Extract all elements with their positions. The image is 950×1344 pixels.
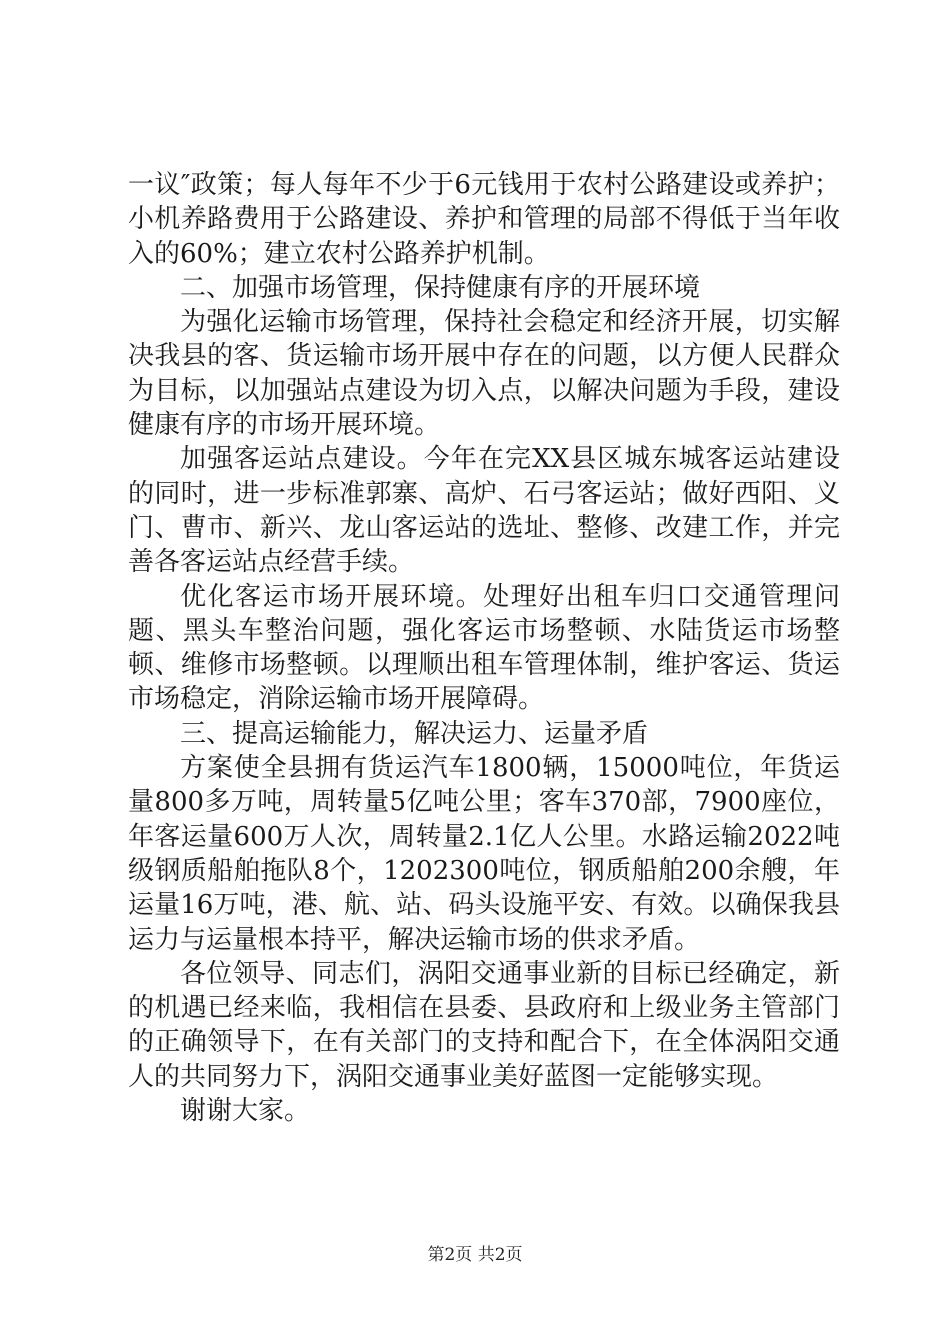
paragraph-transport-capacity: 方案使全县拥有货运汽车1800辆，15000吨位，年货运量800多万吨，周转量5亿吨公里；客车370部，7900座位，年客运量600万人次，周转量2.1亿人公里。水路运输2022吨级钢质船舶拖队8个，1202300吨位，钢质船舶200余艘，年运量16万吨，港、航、站、码头设施平安、有效。以确保我县运力与运量根本持平，解决运输市场的供求矛盾。 bbox=[128, 753, 840, 955]
page-number-footer: 第2页 共2页 bbox=[427, 1245, 523, 1265]
paragraph-thanks: 谢谢大家。 bbox=[180, 1096, 311, 1127]
paragraph-market-management: 为强化运输市场管理，保持社会稳定和经济开展，切实解决我县的客、货运输市场开展中存在的问题，以方便人民群众为目标，以加强站点建设为切入点，以解决问题为手段，建设健康有序的市场开展环境。 bbox=[128, 307, 840, 441]
paragraph-closing-remarks: 各位领导、同志们，涡阳交通事业新的目标已经确定，新的机遇已经来临，我相信在县委、县政府和上级业务主管部门的正确领导下，在有关部门的支持和配合下，在全体涡阳交通人的共同努力下，涡阳交通事业美好蓝图一定能够实现。 bbox=[128, 958, 840, 1092]
paragraph-station-construction: 加强客运站点建设。今年在完XX县区城东城客运站建设的同时，进一步标准郭寨、高炉、石弓客运站；做好西阳、义门、曹市、新兴、龙山客运站的选址、整修、改建工作，并完善各客运站点经营手续。 bbox=[128, 444, 840, 578]
document-body bbox=[128, 168, 840, 1128]
section-heading-3: 三、提高运输能力，解决运力、运量矛盾 bbox=[180, 718, 649, 749]
paragraph-market-environment: 优化客运市场开展环境。处理好出租车归口交通管理问题、黑头车整治问题，强化客运市场整顿、水陆货运市场整顿、维修市场整顿。以理顺出租车管理体制，维护客运、货运市场稳定，消除运输市场开展障碍。 bbox=[128, 581, 840, 715]
paragraph-continuation: 一议″政策；每人每年不少于6元钱用于农村公路建设或养护；小机养路费用于公路建设、养护和管理的局部不得低于当年收入的60%；建立农村公路养护机制。 bbox=[128, 170, 840, 269]
section-heading-2: 二、加强市场管理，保持健康有序的开展环境 bbox=[180, 272, 701, 303]
